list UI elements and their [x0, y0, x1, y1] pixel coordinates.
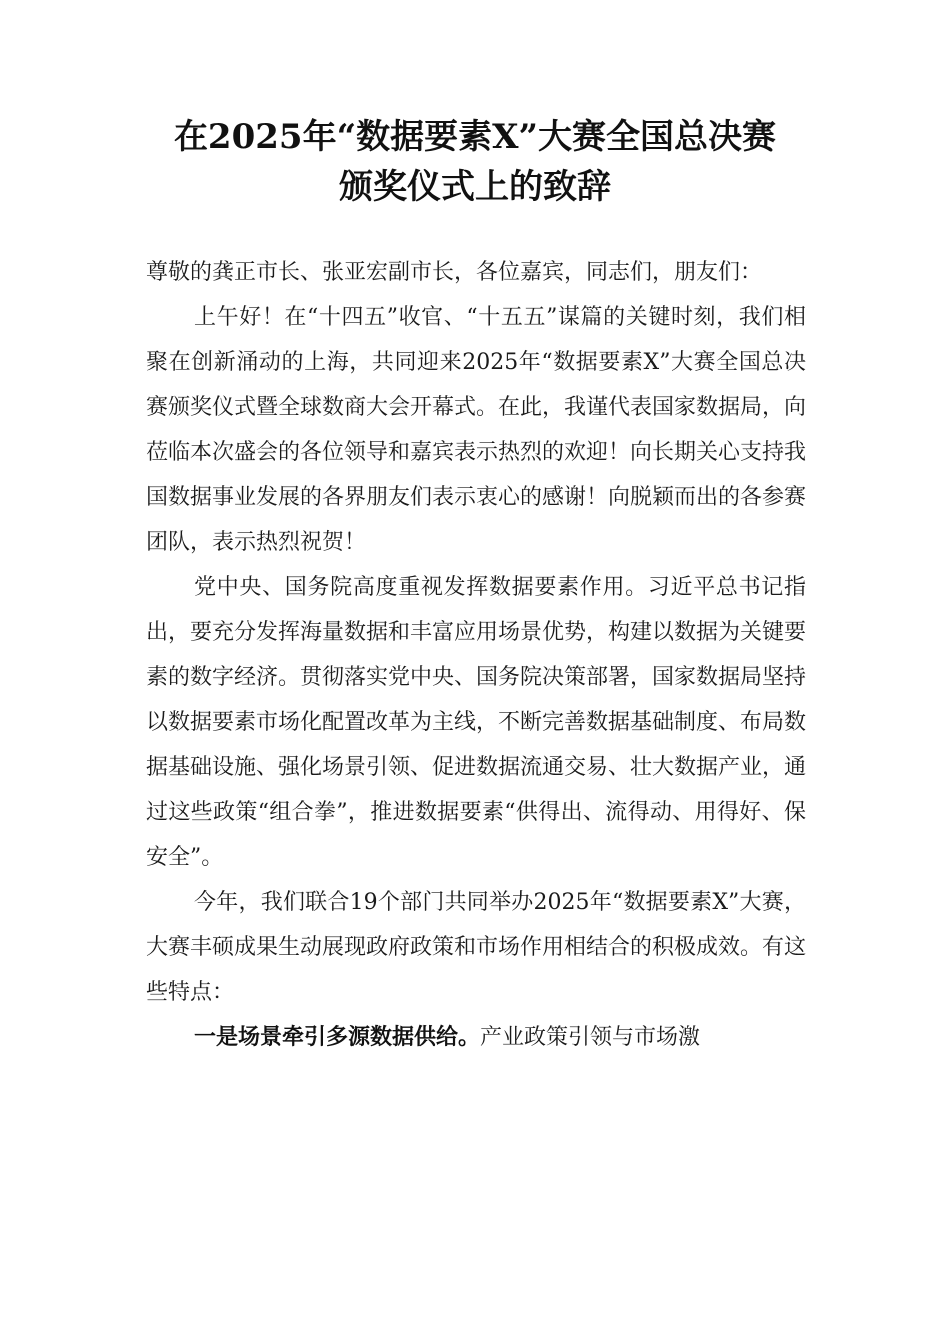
document-title	[100, 112, 850, 212]
document-body	[146, 250, 806, 1060]
paragraph-point-1	[146, 1015, 806, 1060]
paragraph-greeting: 上午好！在“十四五”收官、“十五五”谋篇的关键时刻，我们相聚在创新涌动的上海，共同迎来2025年“数据要素X”大赛全国总决赛颁奖仪式暨全球数商大会开幕式。在此，我谨代表国家数据局，向莅临本次盛会的各位领导和嘉宾表示热烈的欢迎！向长期关心支持我国数据事业发展的各界朋友们表示衷心的感谢！向脱颖而出的各参赛团队，表示热烈祝贺！	[146, 305, 807, 555]
paragraph-contest: 今年，我们联合19个部门共同举办2025年“数据要素X”大赛，大赛丰硕成果生动展现政府政策和市场作用相结合的积极成效。有这些特点：	[146, 890, 807, 1005]
point-1-heading: 一是场景牵引多源数据供给。	[194, 1024, 481, 1050]
salutation: 尊敬的龚正市长、张亚宏副市长，各位嘉宾，同志们，朋友们：	[146, 260, 763, 285]
paragraph-policy: 党中央、国务院高度重视发挥数据要素作用。习近平总书记指出，要充分发挥海量数据和丰富应用场景优势，构建以数据为关键要素的数字经济。贯彻落实党中央、国务院决策部署，国家数据局坚持以数据要素市场化配置改革为主线，不断完善数据基础制度、布局数据基础设施、强化场景引领、促进数据流通交易、壮大数据产业，通过这些政策“组合拳”，推进数据要素“供得出、流得动、用得好、保安全”。	[146, 575, 807, 870]
title-line-2: 颁奖仪式上的致辞	[339, 167, 611, 207]
point-1-text: 产业政策引领与市场激	[480, 1025, 701, 1050]
title-line-1: 在2025年“数据要素X”大赛全国总决赛	[173, 117, 777, 157]
